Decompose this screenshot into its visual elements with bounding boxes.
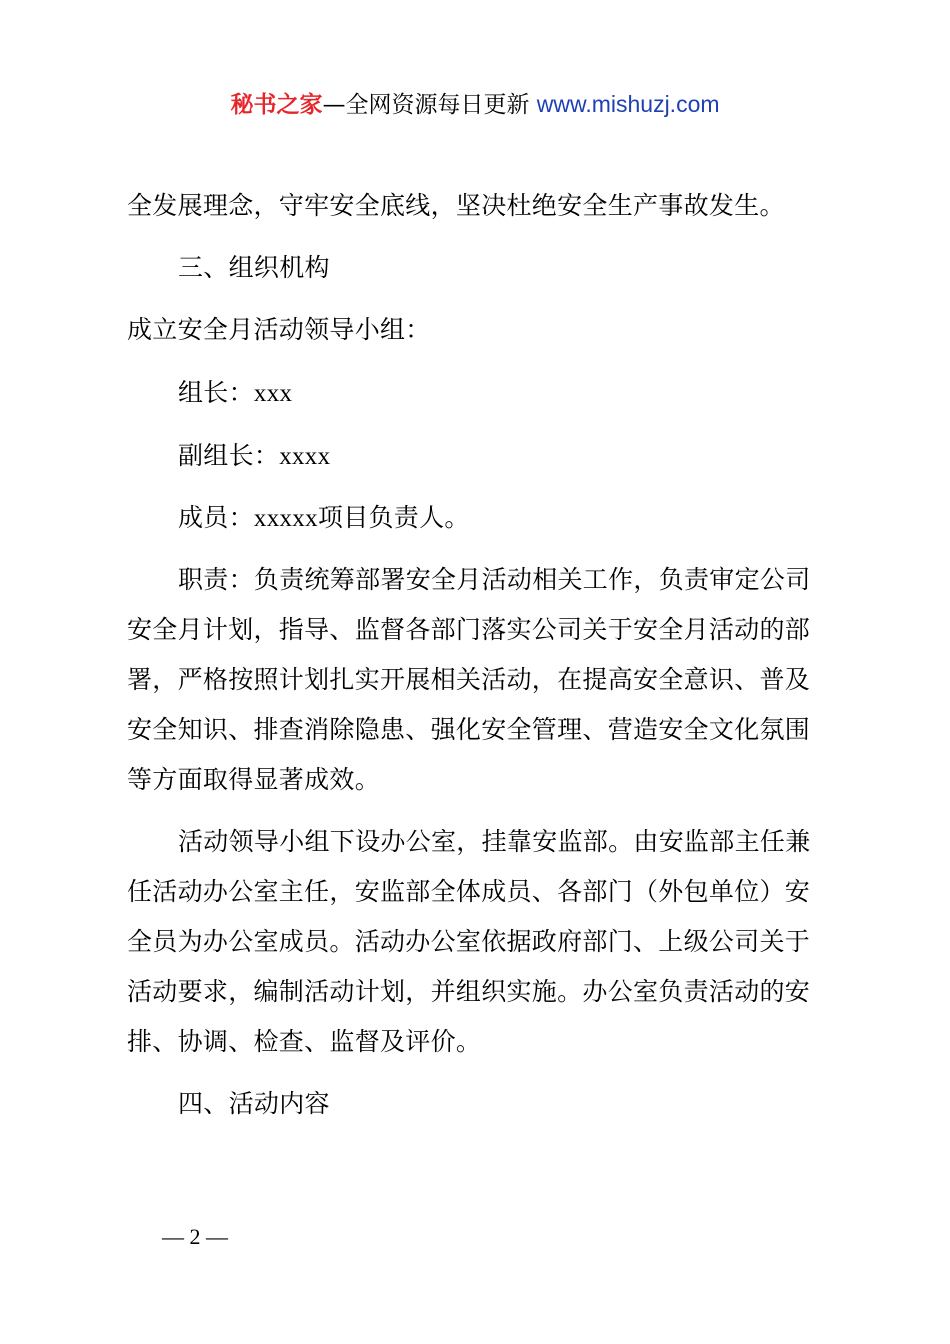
paragraph-line: 安全知识、排查消除隐患、强化安全管理、营造安全文化氛围 bbox=[127, 715, 811, 744]
members-label: 成员： bbox=[178, 503, 254, 532]
deputy-leader-value: xxxx bbox=[279, 443, 331, 470]
paragraph-line: 等方面取得显著成效。 bbox=[127, 765, 381, 794]
page-number: — 2 — bbox=[162, 1224, 228, 1249]
members-value: xxxxx bbox=[253, 505, 318, 532]
section-heading: 四、活动内容 bbox=[178, 1089, 330, 1118]
paragraph-line: 职责：负责统筹部署安全月活动相关工作，负责审定公司 bbox=[178, 565, 811, 594]
site-url[interactable]: www.mishuzj.com bbox=[536, 91, 720, 117]
paragraph-line: 活动领导小组下设办公室，挂靠安监部。由安监部主任兼 bbox=[178, 827, 811, 856]
paragraph-line: 任活动办公室主任，安监部全体成员、各部门（外包单位）安 bbox=[127, 877, 811, 906]
body-line: 成立安全月活动领导小组： bbox=[127, 315, 431, 344]
paragraph-line: 全员为办公室成员。活动办公室依据政府部门、上级公司关于 bbox=[127, 927, 811, 956]
brand-name: 秘书之家 bbox=[230, 92, 323, 118]
leader-line bbox=[178, 377, 292, 410]
members-suffix: 项目负责人。 bbox=[317, 503, 470, 532]
paragraph-line: 安全月计划，指导、监督各部门落实公司关于安全月活动的部 bbox=[127, 615, 811, 644]
deputy-leader-label: 副组长： bbox=[178, 441, 280, 470]
leader-value: xxx bbox=[253, 380, 293, 407]
paragraph-line: 署，严格按照计划扎实开展相关活动，在提高安全意识、普及 bbox=[127, 665, 811, 694]
paragraph-line: 活动要求，编制活动计划，并组织实施。办公室负责活动的安 bbox=[127, 977, 811, 1006]
body-line: 全发展理念，守牢安全底线，坚决杜绝安全生产事故发生。 bbox=[127, 191, 785, 220]
members-line bbox=[178, 502, 470, 535]
leader-label: 组长： bbox=[178, 378, 254, 407]
page-header bbox=[0, 86, 950, 123]
header-tagline: —全网资源每日更新 bbox=[322, 92, 530, 118]
section-heading: 三、组织机构 bbox=[178, 253, 330, 282]
paragraph-line: 排、协调、检查、监督及评价。 bbox=[127, 1027, 482, 1056]
deputy-leader-line bbox=[178, 440, 330, 473]
